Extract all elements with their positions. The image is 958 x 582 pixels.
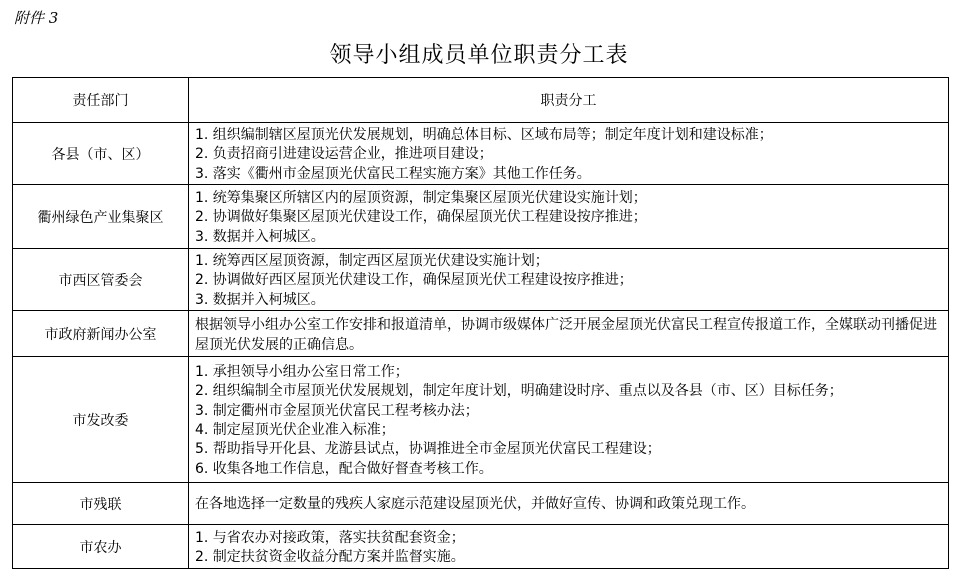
duty-line: 1. 与省农办对接政策，落实扶贫配套资金； [195,529,465,546]
department-cell: 市政府新闻办公室 [13,311,189,357]
department-cell: 各县（市、区） [13,123,189,185]
duty-line: 2. 协调做好集聚区屋顶光伏建设工作，确保屋顶光伏工程建设按序推进； [195,209,647,226]
duty-line: 2. 组织编制全市屋顶光伏发展规划，制定年度计划，明确建设时序、重点以及各县（市、区）目标任务； [195,383,843,400]
table-row [13,311,949,357]
duties-cell [189,357,949,483]
duty-line: 3. 制定衢州市金屋顶光伏富民工程考核办法； [195,402,479,419]
duty-line: 1. 承担领导小组办公室日常工作； [195,364,409,381]
duty-line: 5. 帮助指导开化县、龙游县试点，协调推进全市金屋顶光伏富民工程建设； [195,441,661,458]
duty-paragraph: 在各地选择一定数量的残疾人家庭示范建设屋顶光伏，并做好宣传、协调和政策兑现工作。 [195,496,755,513]
table-row [13,249,949,311]
table-row [13,483,949,525]
duty-line: 2. 制定扶贫资金收益分配方案并监督实施。 [195,549,465,565]
duty-line: 2. 协调做好西区屋顶光伏建设工作，确保屋顶光伏工程建设按序推进； [195,272,633,289]
duty-line: 1. 统筹西区屋顶资源，制定西区屋顶光伏建设实施计划； [195,253,549,270]
table-row [13,123,949,185]
department-cell: 市残联 [13,483,189,525]
duty-line: 3. 数据并入柯城区。 [195,291,325,308]
duty-paragraph: 根据领导小组办公室工作安排和报道清单，协调市级媒体广泛开展金屋顶光伏富民工程宣传报道工作，全媒联动刊播促进屋顶光伏发展的正确信息。 [195,317,937,353]
table-header-row [13,78,949,123]
header-duties: 职责分工 [189,78,949,123]
duties-cell [189,185,949,249]
table-row [13,185,949,249]
duties-cell [189,249,949,311]
department-cell: 市西区管委会 [13,249,189,311]
duties-cell [189,123,949,185]
duty-line: 3. 落实《衢州市金屋顶光伏富民工程实施方案》其他工作任务。 [195,165,591,182]
duties-cell [189,483,949,525]
duty-line: 4. 制定屋顶光伏企业准入标准； [195,422,395,438]
duty-line: 3. 数据并入柯城区。 [195,228,325,245]
duty-line: 6. 收集各地工作信息，配合做好督查考核工作。 [195,460,493,477]
duty-line: 1. 统筹集聚区所辖区内的屋顶资源，制定集聚区屋顶光伏建设实施计划； [195,190,647,207]
department-cell: 衢州绿色产业集聚区 [13,185,189,249]
header-department: 责任部门 [13,78,189,123]
department-cell: 市发改委 [13,357,189,483]
table-row [13,525,949,569]
responsibility-table [12,77,949,569]
duty-line: 2. 负责招商引进建设运营企业，推进项目建设； [195,146,493,163]
department-cell: 市农办 [13,525,189,569]
duties-cell [189,525,949,569]
duty-line: 1. 组织编制辖区屋顶光伏发展规划，明确总体目标、区域布局等；制定年度计划和建设标准； [195,127,773,144]
attachment-label: 附件 3 [14,9,59,27]
page-title: 领导小组成员单位职责分工表 [329,43,629,68]
table-row [13,357,949,483]
duties-cell [189,311,949,357]
